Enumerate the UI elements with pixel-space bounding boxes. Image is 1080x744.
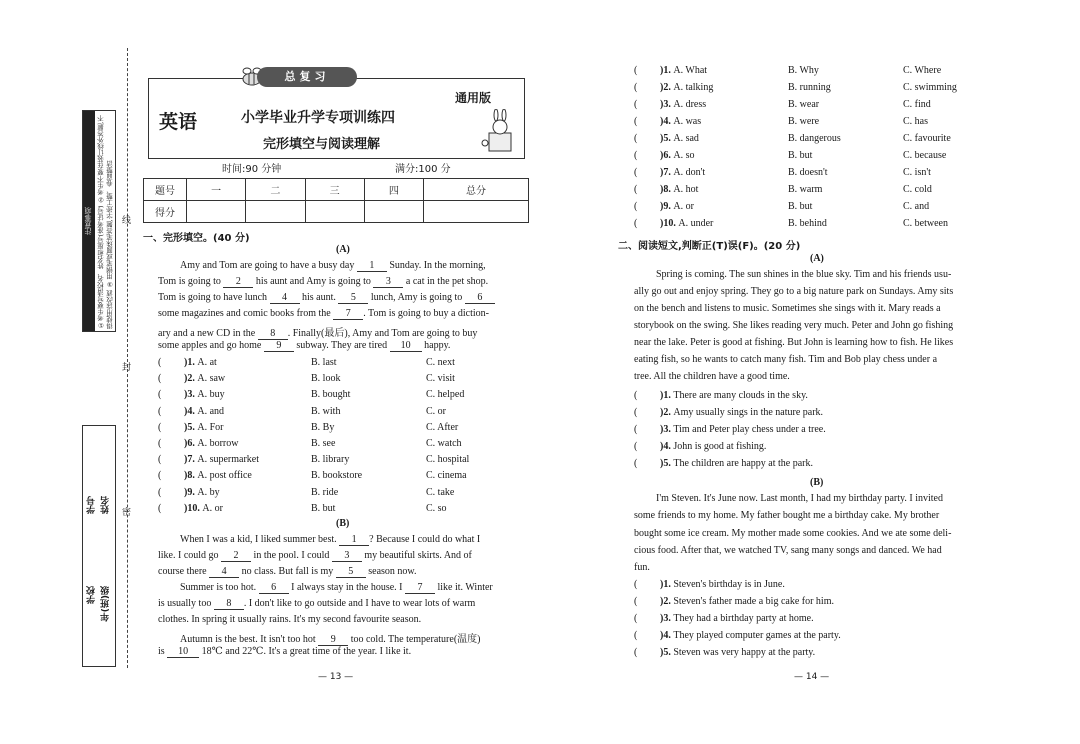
- option-text: A. don't: [673, 167, 706, 178]
- answer-blank[interactable]: 2: [223, 277, 253, 288]
- reading-line: near the lake. Peter is good at fishing. But John is learning how to fish. He likes: [634, 337, 954, 348]
- question-option-c: C. next: [426, 357, 455, 368]
- answer-paren[interactable]: (: [634, 407, 638, 418]
- statement-text: Steven's birthday is in June.: [673, 579, 785, 590]
- reading-line: eating fish, so he wants to catch many fish. Tim and Bob play chess under a: [634, 354, 938, 365]
- question-number: )5.: [184, 421, 198, 433]
- statement-text: Steven was very happy at the party.: [673, 647, 816, 658]
- question-option-a: [660, 99, 706, 110]
- reading-line: ally go out and enjoy spring. They go to a big nature park on Sundays. Amy sits: [634, 286, 954, 297]
- statement: [660, 407, 823, 418]
- question-number: )6.: [660, 150, 674, 161]
- option-text: A. saw: [197, 373, 226, 385]
- passage-text: Autumn is the best. It isn't too hot: [180, 634, 319, 645]
- question-option-a: [184, 438, 238, 449]
- question-option-b: B. wear: [788, 99, 820, 110]
- score-cell[interactable]: [305, 201, 364, 223]
- statement: [660, 390, 808, 401]
- binding-mark-mi: 密: [122, 508, 132, 518]
- question-option-c: C. helped: [426, 389, 465, 401]
- passage-a-label: (A): [336, 244, 350, 255]
- question-option-c: C. After: [426, 421, 459, 433]
- question-number: )2.: [660, 82, 674, 93]
- reading-line: some friends to my home. My father bought me a birthday cake. My brother: [634, 510, 940, 522]
- statement-number: )4.: [660, 441, 674, 452]
- answer-paren[interactable]: (: [158, 486, 162, 498]
- passage-text: ary and a new CD in the: [158, 328, 258, 339]
- passage-text: Summer is too hot.: [180, 582, 259, 593]
- answer-paren[interactable]: (: [634, 201, 638, 212]
- question-option-a: [660, 133, 699, 144]
- answer-paren[interactable]: (: [158, 405, 162, 417]
- question-number: )7.: [660, 167, 674, 178]
- answer-paren[interactable]: (: [634, 579, 638, 590]
- question-option-b: B. with: [311, 405, 341, 417]
- passage-text: in the pool. I could: [251, 550, 332, 561]
- answer-blank[interactable]: 3: [332, 551, 362, 562]
- passage-text: . Tom is going to buy a diction-: [363, 308, 490, 319]
- statement-number: )2.: [660, 596, 674, 607]
- passage-line: [158, 324, 477, 340]
- question-option-b: B. dangerous: [788, 133, 841, 144]
- answer-paren[interactable]: (: [634, 99, 638, 110]
- passage-line: [158, 308, 489, 320]
- question-option-a: [184, 487, 220, 498]
- reading-line: I'm Steven. It's June now. Last month, I had my birthday party. I invited: [656, 493, 943, 504]
- question-option-a: [660, 150, 694, 161]
- question-option-c: C. find: [903, 99, 931, 110]
- passage-line: [158, 566, 417, 578]
- question-option-a: [184, 454, 259, 465]
- statement-text: There are many clouds in the sky.: [673, 390, 808, 401]
- answer-blank[interactable]: 6: [465, 293, 495, 304]
- title-header: [148, 70, 525, 159]
- passage-text: clothes. In spring it usually rains. It's my second favourite season.: [158, 614, 422, 625]
- passage-text: no class. But fall is my: [239, 566, 336, 577]
- answer-paren[interactable]: (: [634, 596, 638, 607]
- answer-blank[interactable]: 5: [336, 567, 366, 578]
- answer-blank[interactable]: 5: [338, 293, 368, 304]
- question-number: )3.: [184, 389, 198, 401]
- passage-text: . I don't like to go outside and I have to wear lots of warm: [243, 598, 476, 609]
- passage-text: like. I could go: [158, 550, 222, 561]
- question-option-b: B. see: [311, 438, 336, 449]
- statement: [660, 647, 815, 658]
- reading-line: Spring is coming. The sun shines in the blue sky. Tim and his friends usu-: [656, 269, 952, 280]
- question-option-b: B. bought: [311, 389, 351, 401]
- question-option-a: [660, 116, 701, 127]
- answer-blank[interactable]: 1: [357, 261, 387, 272]
- score-cell[interactable]: [364, 201, 423, 223]
- question-number: )1.: [184, 357, 198, 368]
- rabbit-icon: [481, 109, 519, 153]
- answer-paren[interactable]: (: [634, 167, 638, 178]
- score-header-cell: 四: [364, 179, 423, 201]
- review-badge: 总复习: [257, 67, 357, 87]
- answer-blank[interactable]: 9: [318, 635, 348, 646]
- answer-paren[interactable]: (: [634, 424, 638, 435]
- question-option-b: B. look: [311, 373, 341, 385]
- question-number: )4.: [184, 405, 198, 417]
- passage-text: season now.: [365, 566, 417, 577]
- passage-line: [158, 598, 475, 610]
- statement-text: John is good at fishing.: [673, 441, 767, 452]
- binding-mark-xian: 线: [122, 216, 132, 226]
- score-cell[interactable]: [246, 201, 305, 223]
- reading-a-label: (A): [810, 253, 824, 264]
- question-option-a: [660, 167, 705, 178]
- answer-paren[interactable]: (: [634, 630, 638, 641]
- score-header-cell: 二: [246, 179, 305, 201]
- passage-line: [180, 260, 486, 272]
- score-cell[interactable]: [187, 201, 246, 223]
- statement-text: Steven's father made a big cake for him.: [673, 596, 834, 607]
- statement-text: Amy usually sings in the nature park.: [673, 407, 824, 418]
- passage-text: Sunday. In the morning,: [386, 260, 486, 271]
- passage-text: some magazines and comic books from the: [158, 308, 334, 319]
- answer-blank[interactable]: 7: [333, 309, 363, 320]
- statement-text: They played computer games at the party.: [673, 630, 841, 641]
- passage-text: too cold. The temperature(温度): [348, 634, 481, 645]
- statement-number: )2.: [660, 407, 674, 418]
- statement-number: )5.: [660, 647, 674, 658]
- answer-blank[interactable]: 3: [373, 277, 403, 288]
- question-option-c: C. has: [903, 116, 928, 127]
- question-number: )7.: [184, 454, 198, 466]
- question-option-c: C. Where: [903, 65, 942, 76]
- answer-paren[interactable]: (: [634, 218, 638, 229]
- statement: [660, 630, 841, 641]
- option-text: A. so: [673, 150, 695, 161]
- name-label: 姓名: [101, 496, 111, 514]
- question-option-b: B. By: [311, 421, 335, 433]
- answer-blank[interactable]: 9: [264, 341, 294, 352]
- option-text: A. was: [673, 116, 702, 127]
- question-option-c: C. so: [426, 502, 447, 514]
- question-number: )10.: [184, 502, 203, 514]
- answer-paren[interactable]: (: [634, 82, 638, 93]
- passage-text: some apples and go home: [158, 340, 264, 351]
- passage-text: a cat in the pet shop.: [403, 276, 489, 287]
- question-option-b: B. last: [311, 357, 337, 368]
- question-option-a: [184, 406, 224, 417]
- subject-title: 英语: [159, 111, 198, 133]
- question-number: )9.: [660, 201, 674, 212]
- passage-text: . Finally(最后), Amy and Tom are going to buy: [287, 328, 478, 339]
- option-text: A. under: [678, 218, 714, 229]
- answer-paren[interactable]: (: [158, 502, 162, 514]
- statement-number: )1.: [660, 579, 674, 590]
- option-text: A. or: [202, 502, 223, 514]
- answer-paren[interactable]: (: [634, 441, 638, 452]
- exam-subtitle: 完形填空与阅读理解: [263, 137, 381, 152]
- passage-text: Tom is going to have lunch: [158, 292, 270, 303]
- statement: [660, 579, 785, 590]
- answer-blank[interactable]: 2: [221, 551, 251, 562]
- answer-blank[interactable]: 7: [405, 583, 435, 594]
- student-no-label: 学号: [87, 496, 97, 514]
- page-number-left: — 13 —: [318, 672, 354, 682]
- section2-title: 二、阅读短文,判断正(T)误(F)。(20 分): [618, 241, 801, 252]
- question-option-c: C. because: [903, 150, 947, 161]
- question-option-b: B. library: [311, 454, 350, 466]
- question-option-a: [184, 470, 252, 481]
- answer-blank[interactable]: 8: [258, 329, 288, 340]
- notes-box: [82, 110, 116, 332]
- statement-text: Tim and Peter play chess under a tree.: [673, 424, 826, 435]
- question-number: )8.: [184, 470, 198, 482]
- statement-number: )3.: [660, 613, 674, 624]
- answer-paren[interactable]: (: [634, 458, 638, 469]
- answer-paren[interactable]: (: [634, 150, 638, 161]
- passage-line: [180, 534, 480, 546]
- school-label: 学校: [87, 586, 97, 604]
- question-option-b: B. were: [788, 116, 820, 127]
- passage-line: [158, 646, 411, 658]
- statement-number: )1.: [660, 390, 674, 401]
- passage-text: I always stay in the house. I: [288, 582, 405, 593]
- option-text: A. What: [673, 65, 708, 76]
- notes-label: 注意事项: [83, 111, 95, 331]
- answer-paren[interactable]: (: [158, 421, 162, 433]
- passage-text: happy.: [421, 340, 451, 351]
- question-number: )10.: [660, 218, 679, 229]
- passage-text: his aunt.: [299, 292, 339, 303]
- section1-title: 一、完形填空。(40 分): [143, 233, 250, 244]
- question-number: )8.: [660, 184, 674, 195]
- option-text: A. and: [197, 405, 225, 417]
- option-text: A. hot: [673, 184, 699, 195]
- answer-blank[interactable]: 1: [339, 535, 369, 546]
- statement-number: )4.: [660, 630, 674, 641]
- answer-blank[interactable]: 8: [214, 599, 244, 610]
- answer-paren[interactable]: (: [158, 438, 162, 449]
- question-option-b: B. warm: [788, 184, 823, 195]
- question-option-b: B. but: [788, 201, 813, 212]
- question-option-c: C. cold: [903, 184, 932, 195]
- passage-text: ? Because I could do what I: [369, 534, 481, 545]
- question-option-a: [184, 389, 225, 400]
- answer-blank[interactable]: 4: [209, 567, 239, 578]
- passage-line: [158, 614, 421, 625]
- option-text: A. dress: [673, 99, 707, 110]
- reading-line: storybook on the swing. She likes reading very much. Peter and John go fishing: [634, 320, 954, 331]
- answer-paren[interactable]: (: [634, 184, 638, 195]
- answer-paren[interactable]: (: [634, 647, 638, 658]
- answer-paren[interactable]: (: [158, 470, 162, 482]
- score-table-row: [144, 201, 529, 223]
- score-cell[interactable]: [424, 201, 529, 223]
- question-number: )9.: [184, 486, 198, 498]
- passage-text: is: [158, 646, 168, 657]
- statement: [660, 424, 826, 435]
- question-option-c: C. between: [903, 218, 948, 229]
- answer-paren[interactable]: (: [634, 65, 638, 76]
- question-option-a: [660, 218, 713, 229]
- passage-line: [180, 630, 480, 646]
- score-label: 满分:100 分: [395, 164, 451, 175]
- answer-paren[interactable]: (: [158, 357, 162, 368]
- reading-line: on the bench and listens to music. Sometimes she sings with it. Mary reads a: [634, 303, 941, 314]
- statement: [660, 613, 814, 624]
- score-header-cell: 三: [305, 179, 364, 201]
- answer-paren[interactable]: (: [634, 613, 638, 624]
- question-number: )1.: [660, 65, 674, 76]
- question-number: )5.: [660, 133, 674, 144]
- question-option-b: B. bookstore: [311, 470, 363, 482]
- reading-line: bought some ice cream. My mother made some cookies. And we ate some deli-: [634, 527, 952, 539]
- page-number-right: — 14 —: [794, 672, 830, 682]
- reading-line: fun.: [634, 562, 650, 574]
- question-option-b: B. ride: [311, 486, 339, 498]
- passage-text: his aunt and Amy is going to: [253, 276, 374, 287]
- passage-text: like it. Winter: [435, 582, 493, 593]
- answer-blank[interactable]: 10: [390, 341, 422, 352]
- question-option-b: B. doesn't: [788, 167, 828, 178]
- passage-text: Amy and Tom are going to have a busy day: [180, 260, 357, 271]
- score-header-cell: 题号: [144, 179, 187, 201]
- binding-mark-feng: 封: [122, 363, 132, 373]
- question-number: )6.: [184, 438, 198, 449]
- question-option-b: B. but: [311, 502, 336, 514]
- answer-blank[interactable]: 4: [270, 293, 300, 304]
- passage-text: course there: [158, 566, 210, 577]
- question-option-a: [660, 184, 698, 195]
- question-option-c: C. swimming: [903, 82, 957, 93]
- option-text: A. borrow: [197, 438, 239, 449]
- passage-b-label: (B): [336, 518, 350, 529]
- passage-text: subway. They are tired: [293, 340, 390, 351]
- option-text: A. sad: [673, 133, 699, 144]
- statement: [660, 596, 834, 607]
- passage-line: [158, 276, 488, 288]
- question-option-a: [184, 373, 225, 384]
- student-info-box: [82, 425, 116, 667]
- question-option-a: [184, 422, 223, 433]
- question-option-b: B. but: [788, 150, 813, 161]
- question-option-c: C. hospital: [426, 454, 470, 466]
- question-option-c: C. or: [426, 405, 446, 417]
- statement-text: They had a birthday party at home.: [673, 613, 814, 624]
- passage-text: my beautiful skirts. And of: [361, 550, 472, 561]
- score-header-cell: 一: [187, 179, 246, 201]
- passage-text: is usually too: [158, 598, 214, 609]
- question-option-a: [184, 503, 223, 514]
- answer-paren[interactable]: (: [158, 454, 162, 466]
- answer-blank[interactable]: 6: [259, 583, 289, 594]
- option-text: A. post office: [197, 470, 252, 482]
- answer-paren[interactable]: (: [158, 373, 162, 385]
- edition-label: 通用版: [455, 91, 492, 105]
- answer-paren[interactable]: (: [634, 390, 638, 401]
- passage-line: [180, 582, 493, 594]
- reading-line: cious food. After that, we watched TV, sang many songs and danced. We had: [634, 544, 942, 556]
- time-label: 时间:90 分钟: [222, 164, 282, 175]
- question-option-c: C. favourite: [903, 133, 951, 144]
- score-header-cell: 总分: [424, 179, 529, 201]
- reading-line: tree. All the children have a good time.: [634, 371, 790, 382]
- option-text: A. at: [197, 357, 217, 368]
- option-text: A. buy: [197, 389, 225, 401]
- reading-b-label: (B): [810, 477, 824, 488]
- statement-number: )5.: [660, 458, 674, 469]
- option-text: A. by: [197, 486, 220, 498]
- score-table: [143, 178, 529, 223]
- score-table-header-row: [144, 179, 529, 201]
- question-option-c: C. isn't: [903, 167, 931, 178]
- option-text: A. talking: [673, 82, 714, 93]
- binding-line: [127, 48, 128, 668]
- question-option-c: C. watch: [426, 438, 462, 449]
- question-option-b: B. behind: [788, 218, 827, 229]
- question-number: )2.: [184, 373, 198, 385]
- question-option-c: C. and: [903, 201, 930, 212]
- passage-text: 18℃ and 22℃. It's a great time of the year. I like it.: [199, 646, 412, 657]
- passage-line: [158, 340, 450, 352]
- passage-text: lunch, Amy is going to: [368, 292, 465, 303]
- question-option-a: [660, 65, 707, 76]
- question-option-a: [660, 201, 694, 212]
- passage-line: [158, 292, 495, 304]
- statement-text: The children are happy at the park.: [673, 458, 814, 469]
- statement: [660, 458, 813, 469]
- question-option-a: [184, 357, 217, 368]
- question-number: )3.: [660, 99, 674, 110]
- answer-paren[interactable]: (: [634, 133, 638, 144]
- answer-paren[interactable]: (: [634, 116, 638, 127]
- question-option-c: C. take: [426, 486, 455, 498]
- passage-line: [158, 550, 472, 562]
- exam-title: 小学毕业升学专项训练四: [241, 110, 395, 126]
- option-text: A. or: [673, 201, 694, 212]
- answer-blank[interactable]: 10: [167, 647, 199, 658]
- passage-text: When I was a kid, I liked summer best.: [180, 534, 340, 545]
- question-option-a: [660, 82, 713, 93]
- question-option-b: B. running: [788, 82, 831, 93]
- question-option-c: C. visit: [426, 373, 455, 385]
- score-row-label: 得分: [144, 201, 187, 223]
- statement-number: )3.: [660, 424, 674, 435]
- statement: [660, 441, 766, 452]
- option-text: A. For: [197, 421, 224, 433]
- question-number: )4.: [660, 116, 674, 127]
- answer-paren[interactable]: (: [158, 389, 162, 401]
- passage-text: Tom is going to: [158, 276, 224, 287]
- grade-label: 年(班)级: [101, 586, 111, 622]
- option-text: A. supermarket: [197, 454, 259, 466]
- notes-text: ①考生要写清校名、姓名和座号(准考证号) ②考生不要在装订线外答题,不得使用涂改液 ③用钢笔或圆珠笔答题,字迹工整、卷面整洁: [97, 115, 114, 329]
- question-option-b: B. Why: [788, 65, 819, 76]
- question-option-c: C. cinema: [426, 470, 467, 482]
